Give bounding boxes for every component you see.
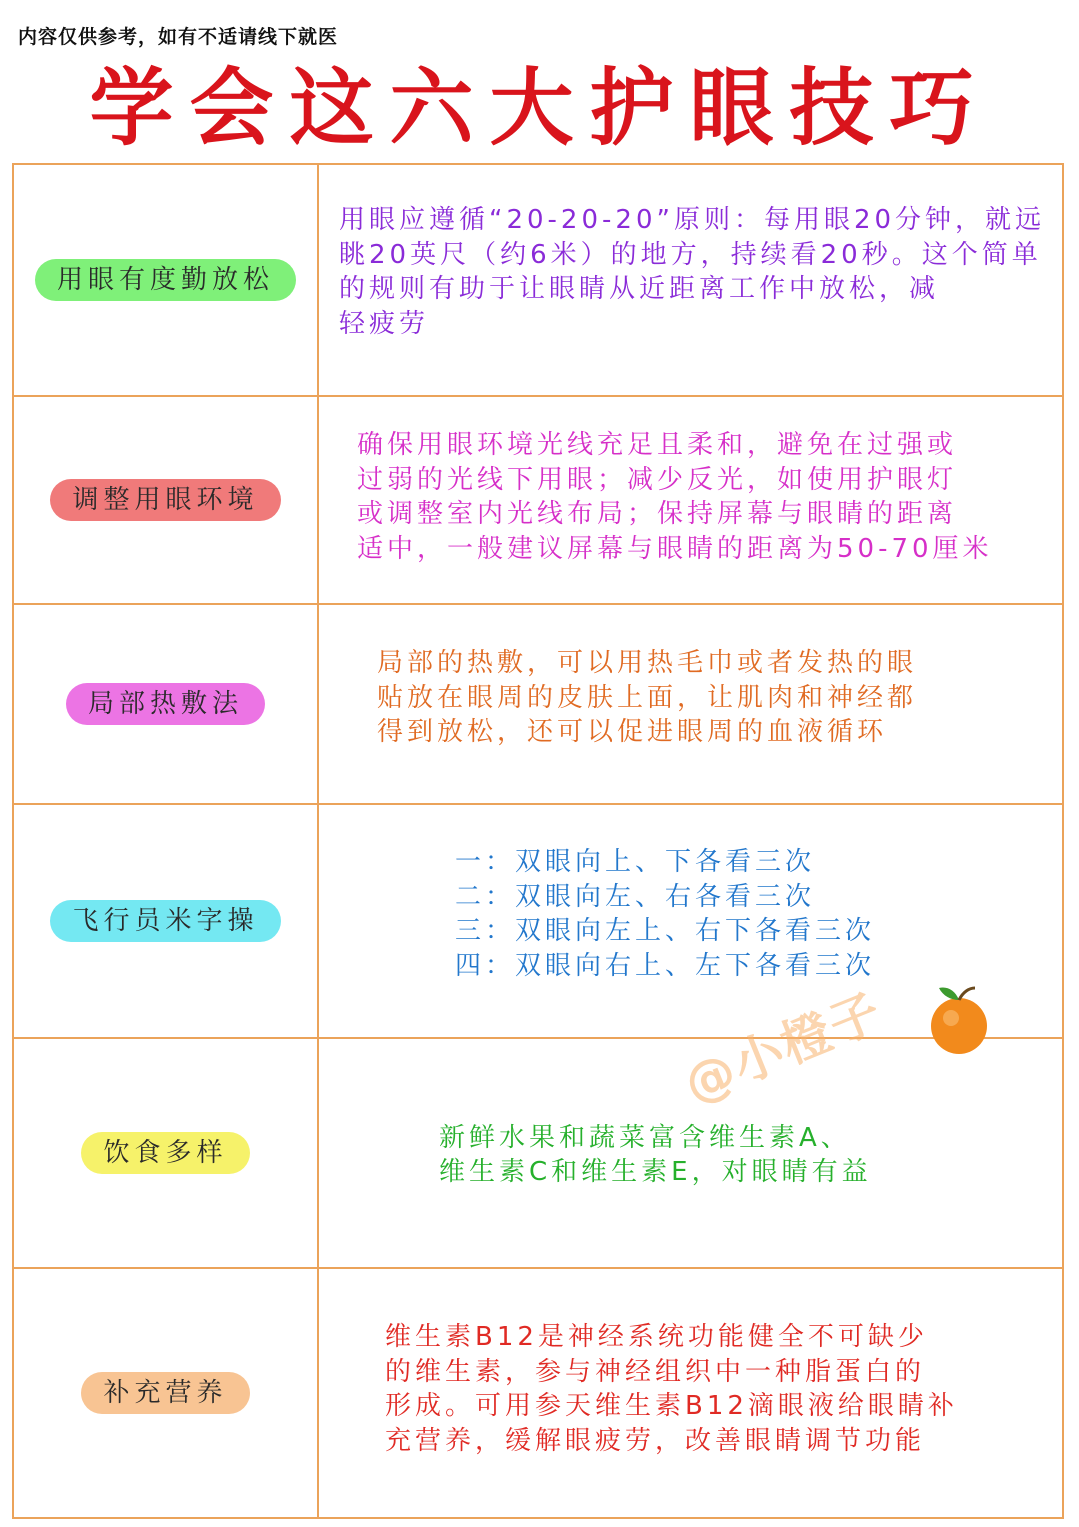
content-cell bbox=[318, 1268, 1063, 1518]
label-cell bbox=[13, 396, 318, 604]
tip-content bbox=[319, 428, 1062, 566]
table-row bbox=[13, 604, 1063, 804]
content-line: 维生素B12是神经系统功能健全不可缺少 bbox=[385, 1322, 928, 1352]
tip-content bbox=[319, 646, 1062, 750]
content-line: 维生素C和维生素E，对眼睛有益 bbox=[439, 1157, 872, 1187]
label-cell bbox=[13, 604, 318, 804]
content-line: 三：双眼向左上、右下各看三次 bbox=[455, 916, 876, 946]
table-row bbox=[13, 804, 1063, 1038]
tip-label-pill: 调整用眼环境 bbox=[50, 479, 280, 521]
content-line: 贴放在眼周的皮肤上面，让肌肉和神经都 bbox=[377, 682, 918, 713]
content-line: 形成。可用参天维生素B12滴眼液给眼睛补 bbox=[385, 1391, 958, 1421]
tip-label-pill: 用眼有度勤放松 bbox=[35, 259, 296, 301]
content-line: 二：双眼向左、右各看三次 bbox=[455, 881, 816, 912]
tip-label-pill: 飞行员米字操 bbox=[50, 900, 280, 942]
disclaimer-text: 内容仅供参考，如有不适请线下就医 bbox=[18, 26, 339, 48]
content-cell bbox=[318, 604, 1063, 804]
content-line: 眺20英尺（约6米）的地方，持续看20秒。这个简单 bbox=[339, 239, 1042, 270]
tip-label-pill: 局部热敷法 bbox=[66, 683, 265, 725]
table-row bbox=[13, 1038, 1063, 1268]
content-cell bbox=[318, 396, 1063, 604]
label-cell bbox=[13, 1268, 318, 1518]
watermark-text: @小橙子 bbox=[676, 982, 891, 1114]
label-cell bbox=[13, 1038, 318, 1268]
content-line: 过弱的光线下用眼；减少反光，如使用护眼灯 bbox=[357, 464, 958, 495]
content-line: 四：双眼向右上、左下各看三次 bbox=[455, 950, 876, 981]
content-line: 局部的热敷，可以用热毛巾或者发热的眼 bbox=[377, 648, 918, 679]
content-line: 用眼应遵循“20-20-20”原则：每用眼20分钟，就远 bbox=[339, 205, 1046, 235]
page-title: 学会这六大护眼技巧 bbox=[89, 59, 990, 157]
content-line: 充营养，缓解眼疲劳，改善眼睛调节功能 bbox=[385, 1425, 926, 1456]
table-row bbox=[13, 396, 1063, 604]
tip-content bbox=[319, 1320, 1062, 1458]
content-line: 新鲜水果和蔬菜富含维生素A、 bbox=[439, 1122, 851, 1153]
label-cell bbox=[13, 164, 318, 396]
content-line: 确保用眼环境光线充足且柔和，避免在过强或 bbox=[357, 430, 958, 460]
content-line: 的规则有助于让眼睛从近距离工作中放松，减 bbox=[339, 274, 940, 304]
label-cell bbox=[13, 804, 318, 1038]
content-cell bbox=[318, 164, 1063, 396]
tip-content bbox=[319, 203, 1062, 341]
content-line: 适中，一般建议屏幕与眼睛的距离为50-70厘米 bbox=[357, 533, 993, 564]
tip-label-pill: 补充营养 bbox=[81, 1372, 249, 1414]
tips-table bbox=[12, 163, 1064, 1519]
tip-content bbox=[319, 845, 1062, 983]
content-line: 或调整室内光线布局；保持屏幕与眼睛的距离 bbox=[357, 499, 958, 529]
content-line: 轻疲劳 bbox=[339, 308, 430, 339]
table-row bbox=[13, 1268, 1063, 1518]
table-row bbox=[13, 164, 1063, 396]
content-line: 的维生素，参与神经组织中一种脂蛋白的 bbox=[385, 1356, 926, 1387]
content-line: 得到放松，还可以促进眼周的血液循环 bbox=[377, 717, 888, 748]
orange-icon bbox=[925, 982, 993, 1056]
tip-content bbox=[319, 1121, 1062, 1190]
tip-label-pill: 饮食多样 bbox=[81, 1132, 249, 1174]
content-line: 一：双眼向上、下各看三次 bbox=[455, 847, 816, 877]
